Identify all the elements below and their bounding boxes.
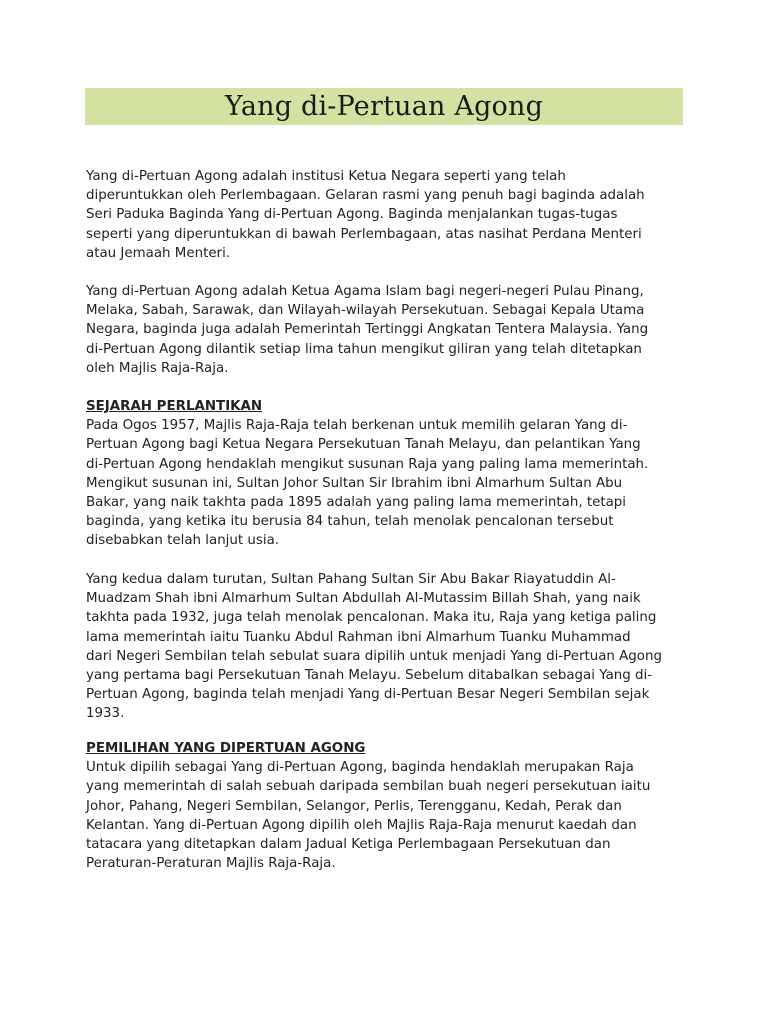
text-line: Johor, Pahang, Negeri Sembilan, Selangor, Perlis, Terengganu, Kedah, Perak dan — [86, 798, 622, 814]
paragraph-religion — [86, 282, 686, 378]
text-line: dari Negeri Sembilan telah sebulat suara dipilih untuk menjadi Yang di-Pertuan Agong — [86, 648, 662, 664]
section-heading: SEJARAH PERLANTIKAN — [86, 399, 263, 414]
text-line: Melaka, Sabah, Sarawak, dan Wilayah-wilayah Persekutuan. Sebagai Kepala Utama — [86, 303, 645, 319]
text-line: 1933. — [86, 706, 125, 722]
text-line: Negara, baginda juga adalah Pemerintah Tertinggi Angkatan Tentera Malaysia. Yang — [86, 322, 649, 338]
text-line: Untuk dipilih sebagai Yang di-Pertuan Agong, baginda hendaklah merupakan Raja — [86, 760, 634, 776]
text-line: takhta pada 1932, juga telah menolak pencalonan. Maka itu, Raja yang ketiga paling — [86, 610, 657, 626]
paragraph-intro — [86, 167, 686, 263]
text-line: Yang kedua dalam turutan, Sultan Pahang Sultan Sir Abu Bakar Riayatuddin Al- — [86, 572, 616, 587]
section-pemilihan — [86, 739, 686, 873]
paragraph-second-in-line — [86, 570, 686, 724]
text-line: Pertuan Agong, baginda telah menjadi Yang di-Pertuan Besar Negeri Sembilan sejak — [86, 687, 650, 703]
text-line: diperuntukkan oleh Perlembagaan. Gelaran rasmi yang penuh bagi baginda adalah — [86, 188, 645, 204]
text-line: Seri Paduka Baginda Yang di-Pertuan Agong. Baginda menjalankan tugas-tugas — [86, 207, 618, 223]
text-line: Yang di-Pertuan Agong adalah institusi Ketua Negara seperti yang telah — [86, 169, 566, 184]
document-title: Yang di-Pertuan Agong — [224, 91, 544, 122]
text-line: lama memerintah iaitu Tuanku Abdul Rahman ibni Almarhum Tuanku Muhammad — [86, 629, 631, 645]
text-line: disebabkan telah lanjut usia. — [86, 533, 280, 549]
text-line: yang pertama bagi Persekutuan Tanah Melayu. Sebelum ditabalkan sebagai Yang di- — [86, 668, 653, 684]
text-line: oleh Majlis Raja-Raja. — [86, 360, 229, 376]
text-line: tatacara yang ditetapkan dalam Jadual Ketiga Perlembagaan Persekutuan dan — [86, 837, 611, 853]
text-line: yang memerintah di salah sebuah daripada sembilan buah negeri persekutuan iaitu — [86, 779, 651, 795]
text-line: di-Pertuan Agong hendaklah mengikut susunan Raja yang paling lama memerintah. — [86, 456, 649, 472]
text-line: di-Pertuan Agong dilantik setiap lima tahun mengikut giliran yang telah ditetapkan — [86, 341, 642, 357]
section-heading: PEMILIHAN YANG DIPERTUAN AGONG — [86, 741, 366, 756]
text-line: Mengikut susunan ini, Sultan Johor Sultan Sir Ibrahim ibni Almarhum Sultan Abu — [86, 475, 623, 491]
text-line: Muadzam Shah ibni Almarhum Sultan Abdullah Al-Mutassim Billah Shah, yang naik — [86, 591, 641, 607]
text-line: seperti yang diperuntukkan di bawah Perlembagaan, atas nasihat Perdana Menteri — [86, 226, 642, 242]
text-line: atau Jemaah Menteri. — [86, 245, 231, 261]
text-line: Kelantan. Yang di-Pertuan Agong dipilih oleh Majlis Raja-Raja menurut kaedah dan — [86, 817, 637, 833]
text-line: baginda, yang ketika itu berusia 84 tahun, telah menolak pencalonan tersebut — [86, 514, 614, 530]
text-line: Peraturan-Peraturan Majlis Raja-Raja. — [86, 856, 336, 872]
section-sejarah — [86, 397, 686, 551]
text-line: Bakar, yang naik takhta pada 1895 adalah yang paling lama memerintah, tetapi — [86, 495, 627, 511]
text-line: Pada Ogos 1957, Majlis Raja-Raja telah berkenan untuk memilih gelaran Yang di- — [86, 418, 628, 434]
title-band — [85, 88, 683, 125]
text-line: Yang di-Pertuan Agong adalah Ketua Agama Islam bagi negeri-negeri Pulau Pinang, — [86, 284, 644, 299]
text-line: Pertuan Agong bagi Ketua Negara Persekutuan Tanah Melayu, dan pelantikan Yang — [86, 437, 641, 453]
